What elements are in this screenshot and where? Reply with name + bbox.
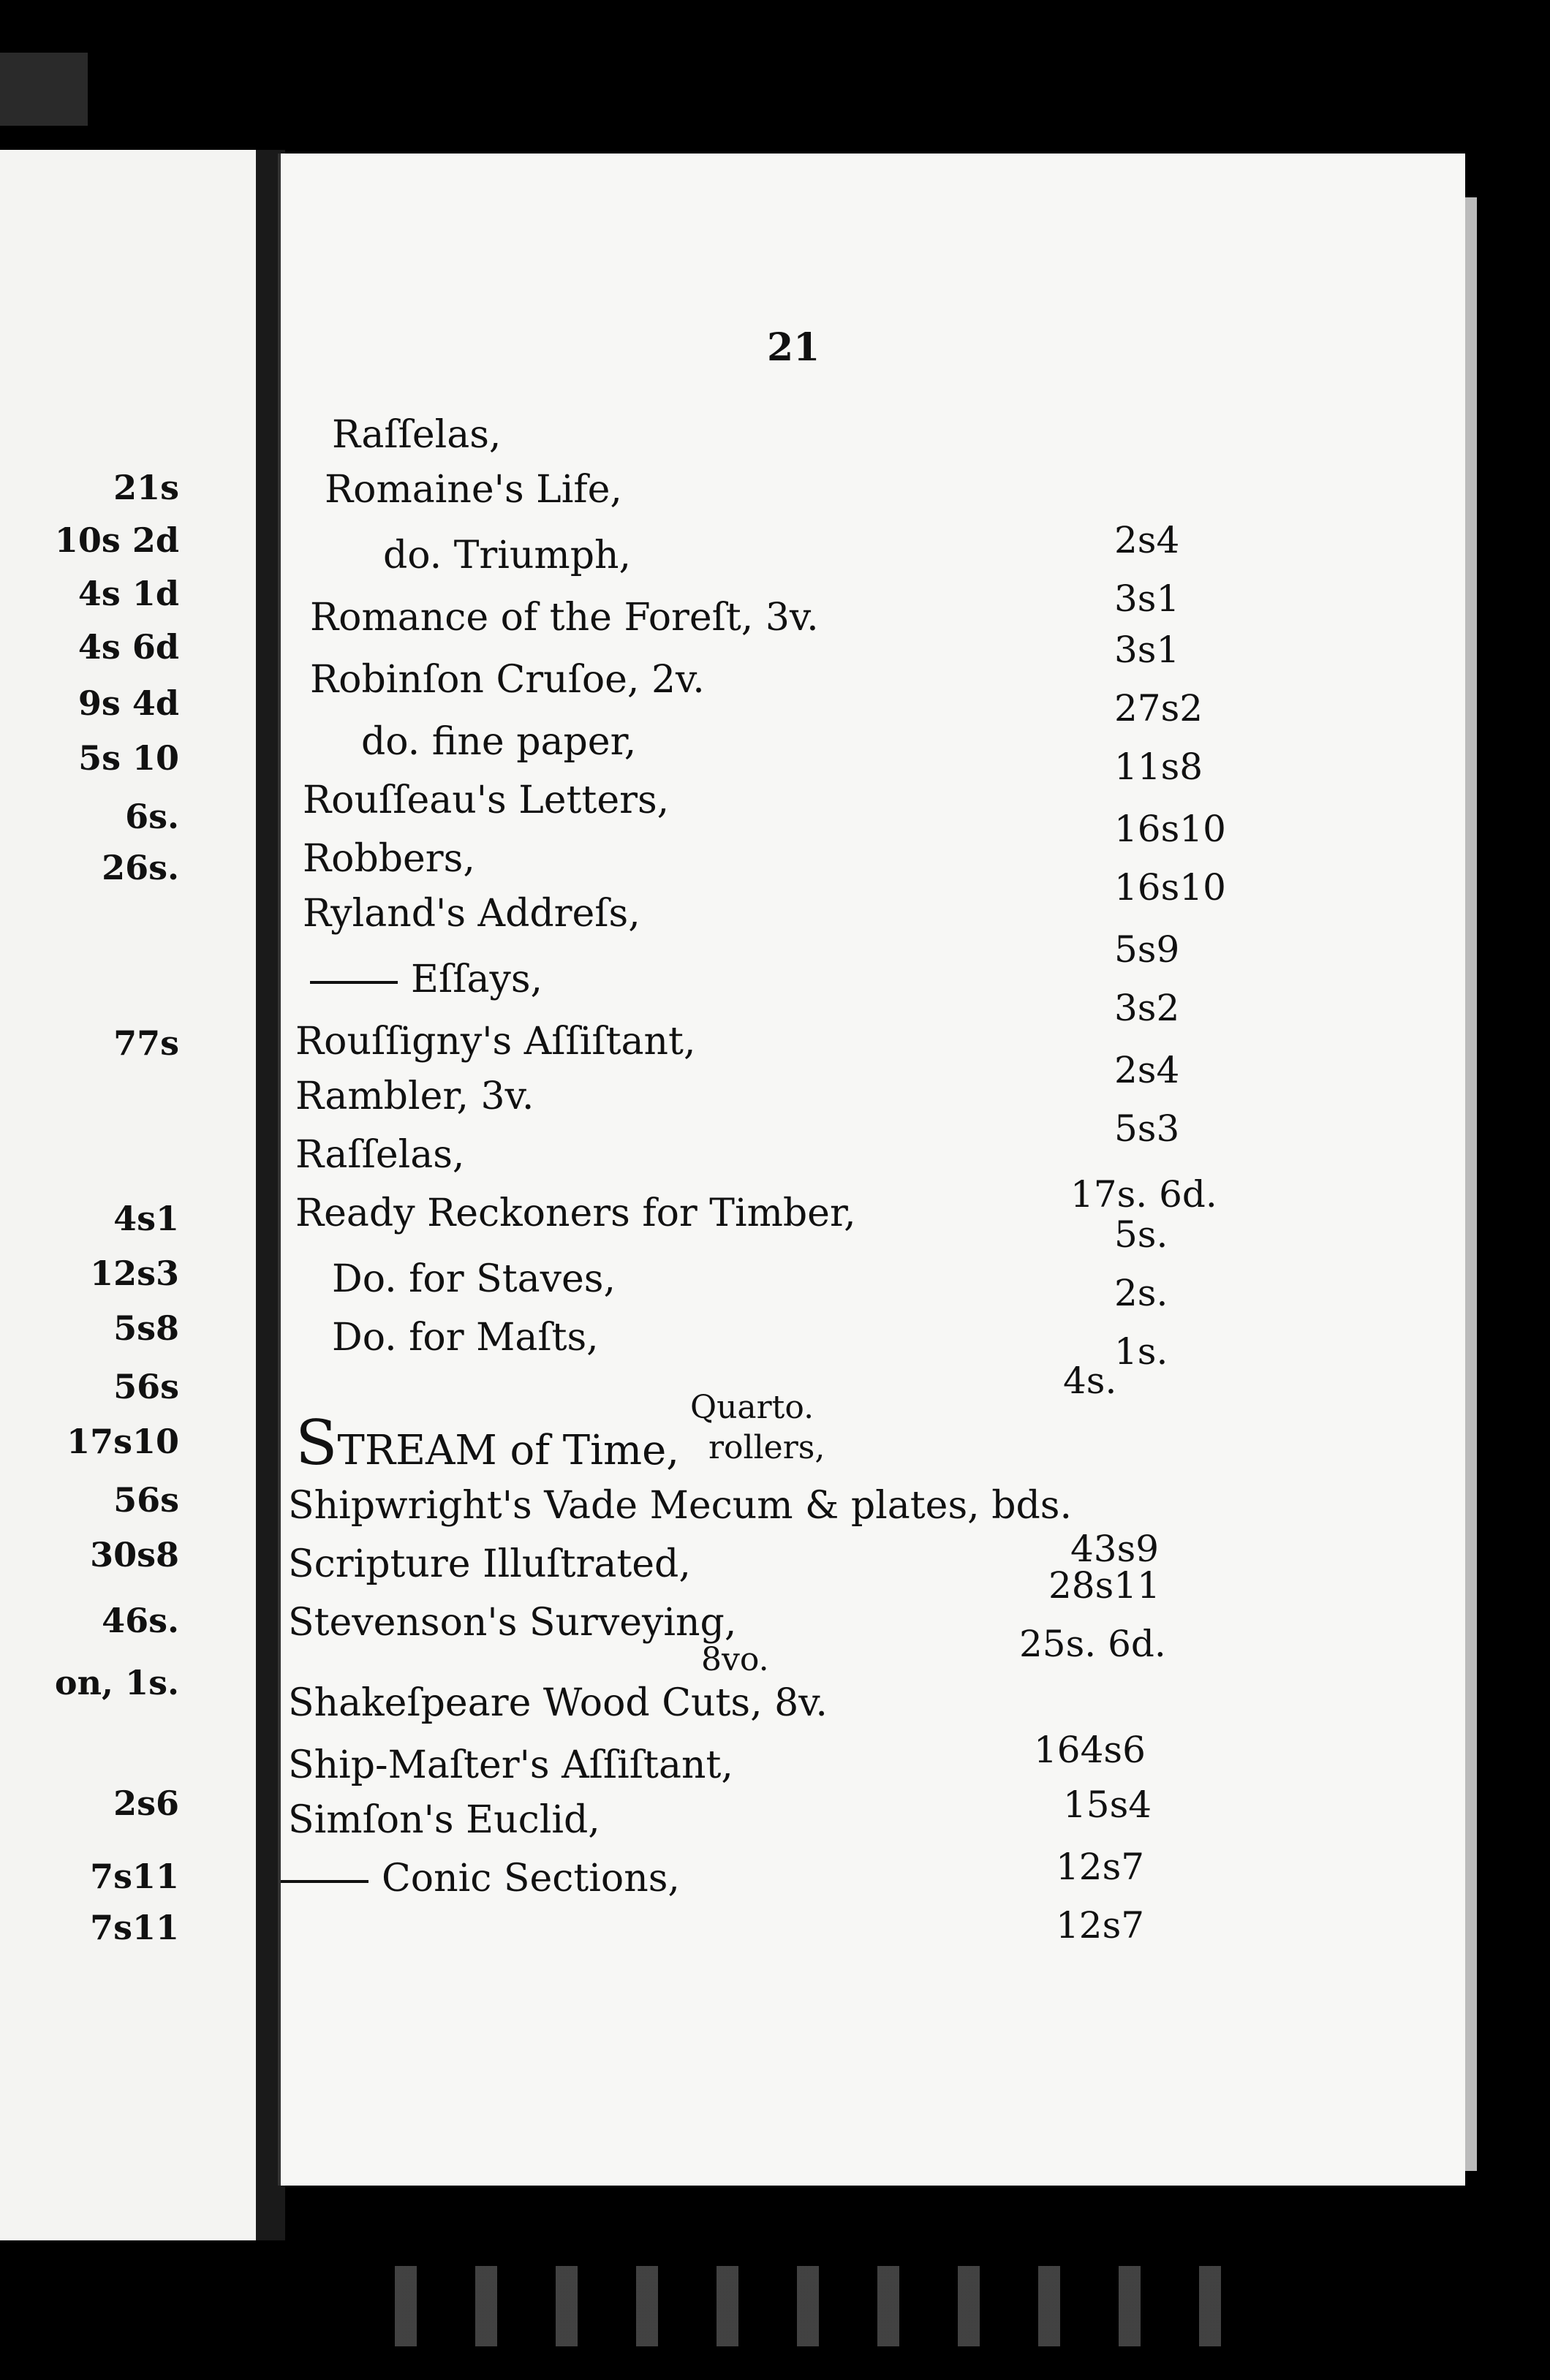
catalog-entry-title: Rouſſeau's Letters, (303, 778, 670, 822)
catalog-entry-title: Do. for Staves, (332, 1257, 616, 1301)
catalog-entry-title: Shakeſpeare Wood Cuts, 8v. (288, 1681, 828, 1725)
catalog-entry-price: 5s. (1114, 1213, 1168, 1256)
left-page-price: 4s 6d (78, 627, 179, 667)
catalog-entry-price: 28s11 (1048, 1564, 1160, 1607)
catalog-entry-title: Stevenson's Surveying, (288, 1601, 737, 1645)
left-page-price: on, 1s. (54, 1663, 179, 1702)
catalog-entry-title: Raſſelas, (295, 1133, 465, 1177)
catalog-entry-price: 16s10 (1114, 808, 1226, 850)
left-page-price: 6s. (125, 797, 179, 836)
bottom-ornament (366, 2266, 1243, 2346)
catalog-entry-price: 5s3 (1114, 1107, 1180, 1150)
catalog-entry-title: Shipwright's Vade Mecum & plates, bds. (288, 1484, 1072, 1528)
left-page-price: 56s (113, 1367, 179, 1406)
left-page (0, 150, 260, 2240)
catalog-entry-price: 2s4 (1114, 1049, 1180, 1091)
catalog-entry-price: 3s2 (1114, 987, 1180, 1029)
right-page (278, 154, 1465, 2186)
catalog-entry-title: Do. for Maſts, (332, 1316, 599, 1360)
section-heading-text: TREAM of Time, (337, 1427, 680, 1474)
catalog-entry-title: Robbers, (303, 837, 475, 881)
catalog-entry-title: Conic Sections, (281, 1857, 680, 1900)
catalog-entry-price: 2s. (1114, 1272, 1168, 1314)
catalog-entry-title: Ready Reckoners for Timber, (295, 1191, 856, 1235)
left-page-price: 5s8 (113, 1308, 179, 1348)
catalog-entry-title: Rambler, 3v. (295, 1075, 534, 1118)
section-heading-s (295, 1407, 679, 1479)
catalog-entry-price: 1s. (1114, 1330, 1168, 1373)
catalog-entry-title: Robinſon Cruſoe, 2v. (310, 658, 705, 702)
catalog-entry-title: Ship-Maſter's Aſſiſtant, (288, 1743, 733, 1787)
catalog-entry-title: Rouſſigny's Aſſiſtant, (295, 1020, 696, 1064)
catalog-entry-title: do. Triumph, (383, 534, 632, 577)
left-page-price: 2s6 (113, 1784, 179, 1823)
left-page-tab (0, 53, 88, 126)
left-page-price: 77s (113, 1023, 179, 1063)
catalog-entry-price: 11s8 (1114, 746, 1203, 788)
catalog-entry-price: 12s7 (1056, 1904, 1145, 1947)
catalog-entry-title: Ryland's Addreſs, (303, 892, 640, 936)
left-page-price: 4s1 (113, 1199, 179, 1238)
catalog-entry-price: 43s9 (1070, 1528, 1160, 1570)
format-note: 8vo. (701, 1641, 769, 1678)
left-page-price: 9s 4d (78, 683, 179, 723)
left-page-price: 12s3 (90, 1254, 179, 1293)
left-page-price: 17s10 (67, 1422, 179, 1461)
left-page-price: 5s 10 (78, 738, 179, 778)
drop-cap: S (295, 1407, 338, 1479)
catalog-entry-title: Scripture Illuſtrated, (288, 1542, 691, 1586)
catalog-entry-price: 3s1 (1114, 577, 1180, 620)
catalog-entry-price: 2s4 (1114, 519, 1180, 561)
catalog-entry-price: 3s1 (1114, 629, 1180, 671)
left-page-price: 10s 2d (54, 520, 179, 560)
left-page-price: 46s. (102, 1601, 179, 1640)
section-note-bottom: rollers, (708, 1429, 825, 1466)
catalog-entry-price: 17s. 6d. (1070, 1173, 1217, 1216)
catalog-entry-title: Raſſelas, (332, 413, 502, 457)
catalog-entry-price: 27s2 (1114, 687, 1203, 729)
page-number: 21 (767, 325, 820, 370)
catalog-entry-price: 25s. 6d. (1019, 1623, 1166, 1665)
catalog-entry-title: Simſon's Euclid, (288, 1798, 600, 1842)
section-note-top: Quarto. (690, 1389, 814, 1426)
left-page-price: 21s (113, 468, 179, 507)
catalog-entry-title: Romaine's Life, (325, 468, 622, 512)
catalog-entry-price: 4s. (1063, 1360, 1117, 1402)
catalog-entry-title: Eſſays, (310, 958, 542, 1001)
catalog-entry-title: Romance of the Foreſt, 3v. (310, 596, 819, 640)
catalog-entry-price: 15s4 (1063, 1784, 1152, 1826)
left-page-price: 30s8 (90, 1535, 179, 1574)
left-page-price: 7s11 (90, 1857, 179, 1896)
left-page-price: 26s. (102, 848, 179, 887)
catalog-entry-price: 164s6 (1034, 1729, 1146, 1771)
left-page-price: 7s11 (90, 1908, 179, 1947)
ditto-dash (281, 1880, 368, 1883)
catalog-entry-price: 16s10 (1114, 866, 1226, 909)
left-page-price: 56s (113, 1480, 179, 1520)
ditto-dash (310, 981, 398, 984)
left-page-price: 4s 1d (78, 574, 179, 613)
catalog-entry-price: 12s7 (1056, 1846, 1145, 1888)
catalog-entry-price: 5s9 (1114, 928, 1180, 971)
catalog-entry-title: do. fine paper, (361, 720, 637, 764)
